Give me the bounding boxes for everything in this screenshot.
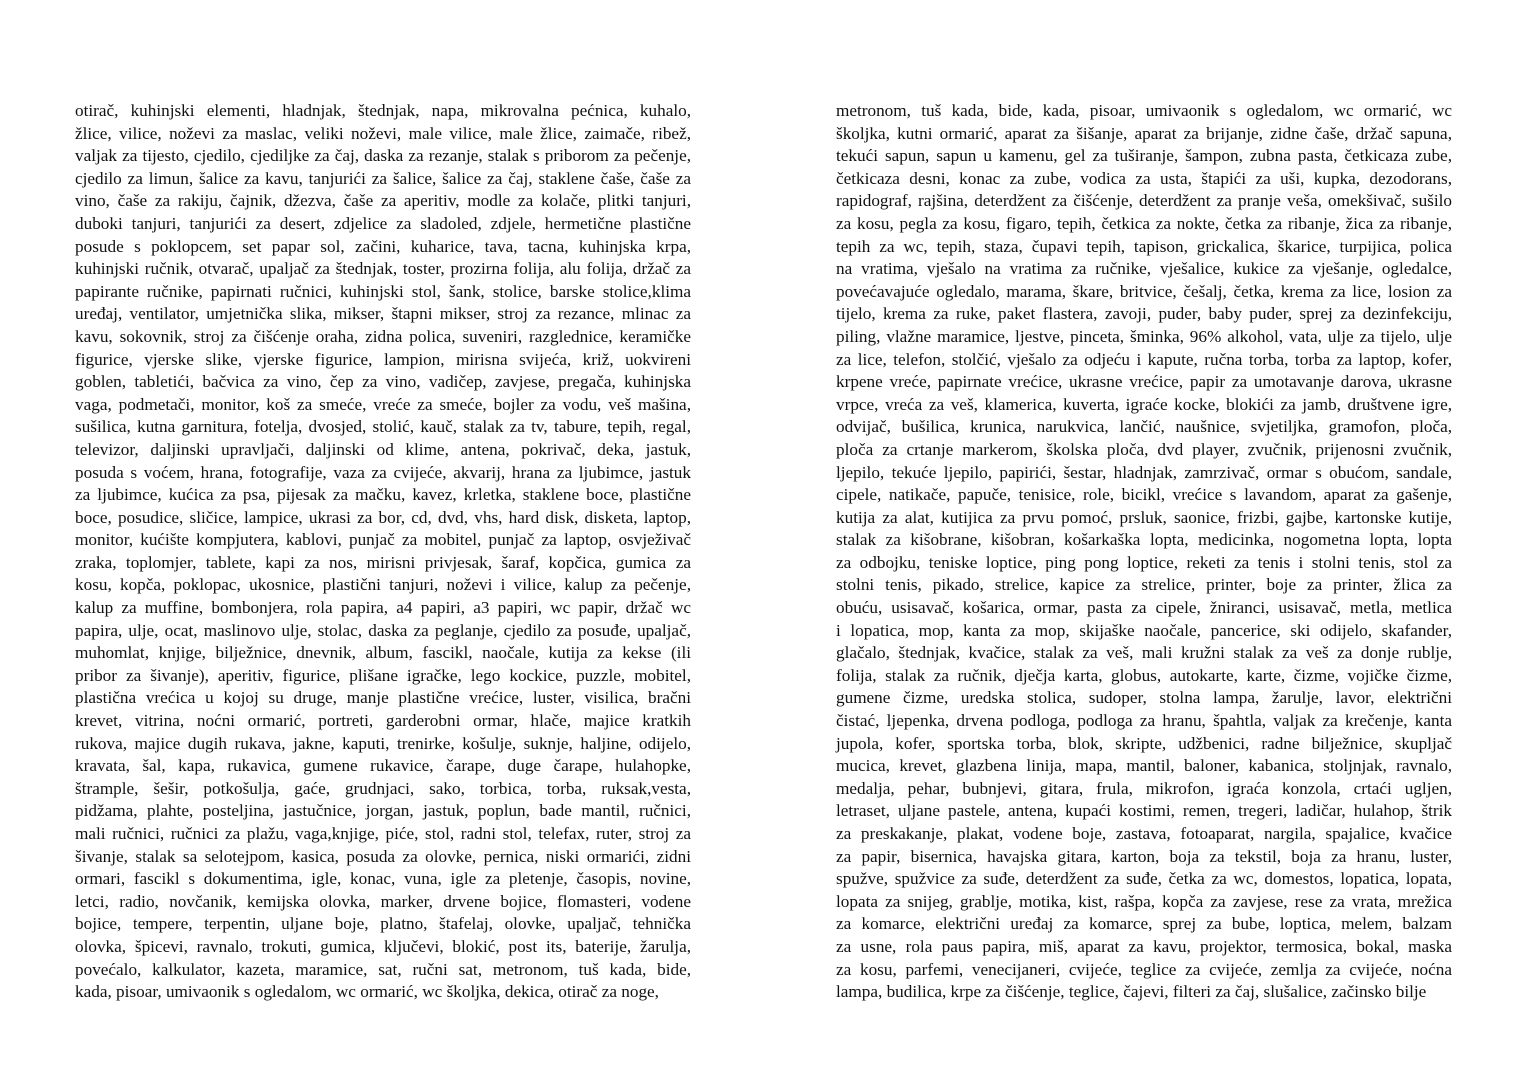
- text-line: školjka, kutni ormarić, aparat za šišanje, aparat za brijanje, zidne čaše, držač sapuna,: [836, 123, 1452, 143]
- text-line: za usne, rola paus papira, miš, aparat za kavu, projektor, termosica, bokal, maska: [836, 936, 1452, 956]
- text-line: muhomlat, knjige, bilježnice, dnevnik, album, fascikl, naočale, kutija za kekse (ili: [75, 643, 691, 663]
- text-line: metronom, tuš kada, bide, kada, pisoar, umivaonik s ogledalom, wc ormarić, wc: [836, 101, 1452, 120]
- text-line: za papir, bisernica, havajska gitara, karton, boja za tekstil, boja za hranu, luster,: [836, 846, 1452, 866]
- text-line: štrample, šešir, potkošulja, gaće, grudnjaci, sako, torbica, torba, ruksak,vesta,: [75, 778, 691, 798]
- text-line: otirač, kuhinjski elementi, hladnjak, štednjak, napa, mikrovalna pećnica, kuhalo,: [75, 101, 691, 120]
- text-line: gumene čizme, uredska stolica, sudoper, stolna lampa, žarulje, lavor, električni: [836, 688, 1452, 708]
- text-line: televizor, daljinski upravljači, daljinski od klime, antena, pokrivač, deka, jastuk,: [75, 439, 691, 459]
- text-line: stalak za kišobrane, kišobran, košarkaška lopta, medicinka, nogometna lopta, lopta: [836, 530, 1452, 550]
- text-line: posude s poklopcem, set papar sol, začini, kuharice, tava, tacna, kuhinjska krpa,: [75, 236, 691, 256]
- text-line: kuhinjski ručnik, otvarač, upaljač za štednjak, toster, prozirna folija, alu folija, držač za: [75, 259, 691, 279]
- text-line: uređaj, ventilator, umjetnička slika, mikser, štapni mikser, stroj za rezance, mlinac za: [75, 304, 691, 324]
- right-page-text: [836, 100, 1452, 1004]
- text-line: povećavajuće ogledalo, marama, škare, britvice, češalj, četka, krema za lice, losion za: [836, 281, 1452, 301]
- text-line: pidžama, plahte, posteljina, jastučnice, jorgan, jastuk, poplun, bade mantil, ručnici,: [75, 801, 691, 821]
- text-line: kada, pisoar, umivaonik s ogledalom, wc ormarić, wc školjka, dekica, otirač za noge,: [75, 982, 659, 1002]
- text-line: krpene vreće, papirnate vrećice, ukrasne vrećice, papir za umotavanje darova, ukrasne: [836, 372, 1452, 392]
- text-line: letci, radio, novčanik, kemijska olovka, marker, drvene bojice, flomasteri, vodene: [75, 891, 691, 911]
- text-line: valjak za tijesto, cjedilo, cjediljke za čaj, daska za rezanje, stalak s priborom za pečenje,: [75, 146, 691, 166]
- text-line: duboki tanjuri, tanjurići za desert, zdjelice za sladoled, zdjele, hermetične plastične: [75, 213, 691, 233]
- text-line: jupola, kofer, sportska torba, blok, skripte, udžbenici, radne bilježnice, skupljač: [836, 733, 1452, 753]
- text-line: kravata, šal, kapa, rukavica, gumene rukavice, čarape, duge čarape, hulahopke,: [75, 756, 691, 776]
- text-line: plastična vrećica u kojoj su druge, manje plastične vrećice, luster, visilica, bračni: [75, 688, 691, 708]
- text-line: za komarce, električni uređaj za komarce, sprej za bube, loptica, melem, balzam: [836, 914, 1452, 934]
- text-line: figurice, vjerske slike, vjerske figurice, lampion, mirisna svijeća, križ, uokvireni: [75, 349, 691, 369]
- text-line: kutija za alat, kutijica za prvu pomoć, prsluk, saonice, frizbi, gajbe, kartonske kutije,: [836, 507, 1452, 527]
- text-line: monitor, kućište kompjutera, kablovi, punjač za mobitel, punjač za laptop, osvježivač: [75, 530, 691, 550]
- text-line: papira, ulje, ocat, maslinovo ulje, stolac, daska za peglanje, cjedilo za posuđe, upaljač,: [75, 620, 691, 640]
- text-line: čistać, ljepenka, drvena podloga, podloga za hranu, špahtla, valjak za krečenje, kanta: [836, 711, 1452, 731]
- text-line: kavu, sokovnik, stroj za čišćenje oraha, zidna polica, suveniri, razglednice, keramičke: [75, 326, 691, 346]
- text-line: povećalo, kalkulator, kazeta, maramice, sat, ručni sat, metronom, tuš kada, bide,: [75, 959, 691, 979]
- text-line: kosu, kopča, poklopac, ukosnice, plastični tanjuri, noževi i vilice, kalup za pečenje,: [75, 575, 691, 595]
- text-line: četkicaza desni, konac za zube, vodica za usta, štapići za uši, kupka, dezodorans,: [836, 168, 1452, 188]
- text-line: ormari, fascikl s dokumentima, igle, konac, vuna, igle za pletenje, časopis, novine,: [75, 869, 691, 889]
- left-page-text: [75, 100, 691, 1004]
- text-line: šivanje, stalak sa selotejpom, kasica, posuda za olovke, pernica, niski ormarići, zidni: [75, 846, 691, 866]
- text-line: žlice, vilice, noževi za maslac, veliki noževi, male vilice, male žlice, zaimače, ribež,: [75, 123, 691, 143]
- text-line: spužve, spužvice za suđe, deterdžent za suđe, četka za wc, domestos, lopatica, lopata,: [836, 869, 1452, 889]
- text-line: tepih za wc, tepih, staza, čupavi tepih, tapison, grickalica, škarice, turpijica, polica: [836, 236, 1452, 256]
- text-line: na vratima, vješalo na vratima za ručnike, vješalice, kukice za vješanje, ogledalce,: [836, 259, 1452, 279]
- text-line: lampa, budilica, krpe za čišćenje, teglice, čajevi, filteri za čaj, slušalice, začinsko bilje: [836, 982, 1427, 1002]
- text-line: olovka, špicevi, ravnalo, trokuti, gumica, ključevi, blokić, post its, baterije, žarulja,: [75, 936, 691, 956]
- text-line: odvijač, bušilica, krunica, narukvica, lančić, naušnice, svjetiljka, gramofon, ploča,: [836, 417, 1452, 437]
- text-line: i lopatica, mop, kanta za mop, skijaške naočale, pancerice, ski odijelo, skafander,: [836, 620, 1452, 640]
- text-line: za odbojku, teniske loptice, ping pong loptice, reketi za tenis i stolni tenis, stol za: [836, 552, 1452, 572]
- text-line: za ljubimce, kućica za psa, pijesak za mačku, kavez, krletka, staklene boce, plastične: [75, 485, 691, 505]
- text-line: krevet, vitrina, noćni ormarić, portreti, garderobni ormar, hlače, majice kratkih: [75, 711, 691, 731]
- text-line: medalja, pehar, bubnjevi, gitara, frula, mikrofon, igraća konzola, crtaći ugljen,: [836, 778, 1452, 798]
- text-line: za preskakanje, plakat, vodene boje, zastava, fotoaparat, nargila, spajalice, kvačice: [836, 824, 1452, 843]
- text-line: bojice, tempere, terpentin, uljane boje, platno, štafelaj, olovke, upaljač, tehnička: [75, 914, 691, 934]
- text-line: ljepilo, tekuće ljepilo, papirići, šestar, hladnjak, zamrzivač, ormar s obućom, sandale,: [836, 462, 1452, 482]
- text-line: mucica, krevet, glazbena linija, mapa, mantil, baloner, kabanica, stoljnjak, ravnalo,: [836, 756, 1452, 776]
- text-line: cjedilo za limun, šalice za kavu, tanjurići za šalice, šalice za čaj, staklene čaše, čaše za: [75, 168, 691, 188]
- text-line: goblen, tabletići, bačvica za vino, čep za vino, vadičep, zavjese, pregača, kuhinjska: [75, 372, 691, 392]
- text-line: lopata za snijeg, grablje, motika, kist, rašpa, kopča za zavjese, rese za vrata, mrežica: [836, 891, 1452, 911]
- text-line: letraset, uljane pastele, antena, kupaći kostimi, remen, tregeri, ladičar, hulahop, štrik: [836, 801, 1452, 821]
- text-line: tijelo, krema za ruke, paket flastera, zavoji, puder, baby puder, sprej za dezinfekciju,: [836, 304, 1452, 324]
- text-line: obuću, usisavač, košarica, ormar, pasta za cipele, žniranci, usisavač, metla, metlica: [836, 598, 1452, 618]
- text-line: za kosu, parfemi, venecijaneri, cvijeće, teglice za cvijeće, zemlja za cvijeće, noćna: [836, 959, 1452, 979]
- text-line: folija, stalak za ručnik, dječja karta, globus, autokarte, karte, čizme, vojičke čizme,: [836, 665, 1452, 685]
- text-line: papirante ručnike, papirnati ručnici, kuhinjski stol, šank, stolice, barske stolice,klima: [75, 281, 691, 301]
- text-line: vaga, podmetači, monitor, koš za smeće, vreće za smeće, bojler za vodu, veš mašina,: [75, 394, 691, 414]
- text-line: za lice, telefon, stolčić, vješalo za odjeću i kapute, ručna torba, torba za laptop, kofer,: [836, 349, 1452, 369]
- text-line: posuda s voćem, hrana, fotografije, vaza za cvijeće, akvarij, hrana za ljubimce, jastuk: [75, 462, 691, 482]
- text-line: vino, čaše za rakiju, čajnik, džezva, čaše za aperitiv, modle za kolače, plitki tanjuri,: [75, 191, 691, 211]
- text-line: stolni tenis, pikado, strelice, kapice za strelice, printer, boje za printer, žlica za: [836, 575, 1452, 595]
- text-line: tekući sapun, sapun u kamenu, gel za tuširanje, šampon, zubna pasta, četkicaza zube,: [836, 146, 1452, 166]
- text-line: kalup za muffine, bombonjera, rola papira, a4 papiri, a3 papiri, wc papir, držač wc: [75, 598, 691, 618]
- text-line: rukova, majice dugih rukava, jakne, kaputi, trenirke, košulje, suknje, haljine, odijelo,: [75, 733, 691, 753]
- text-line: piling, vlažne maramice, ljestve, pinceta, šminka, 96% alkohol, vata, ulje za tijelo, ulje: [836, 326, 1452, 346]
- text-line: cipele, natikače, papuče, tenisice, role, bicikl, vrećice s lavandom, aparat za gašenje,: [836, 485, 1452, 505]
- text-line: za kosu, pegla za kosu, figaro, tepih, četkica za nokte, četka za ribanje, žica za ribanje,: [836, 213, 1452, 233]
- text-line: sušilica, kutna garnitura, fotelja, dvosjed, stolić, kauč, stalak za tv, tabure, tepih, regal,: [75, 417, 691, 437]
- text-line: glačalo, štednjak, kvačice, stalak za veš, mali kružni stalak za veš za donje rublje,: [836, 643, 1452, 663]
- text-line: mali ručnici, ručnici za plažu, vaga,knjige, piće, stol, radni stol, telefax, ruter, stroj za: [75, 824, 691, 843]
- text-line: rapidograf, rajšina, deterdžent za čišćenje, deterdžent za pranje veša, omekšivač, sušilo: [836, 191, 1452, 211]
- text-line: zraka, toplomjer, tablete, kapi za nos, mirisni privjesak, šaraf, kopčica, gumica za: [75, 552, 691, 572]
- text-line: pribor za šivanje), aperitiv, figurice, plišane igračke, lego kockice, puzzle, mobitel,: [75, 665, 691, 685]
- text-line: vrpce, vreća za veš, klamerica, kuverta, igraće kocke, blokići za jamb, društvene igre,: [836, 394, 1452, 414]
- text-line: ploča za crtanje markerom, školska ploča, dvd player, zvučnik, prijenosni zvučnik,: [836, 439, 1452, 459]
- text-line: boce, posudice, sličice, lampice, ukrasi za bor, cd, dvd, vhs, hard disk, disketa, laptop,: [75, 507, 691, 527]
